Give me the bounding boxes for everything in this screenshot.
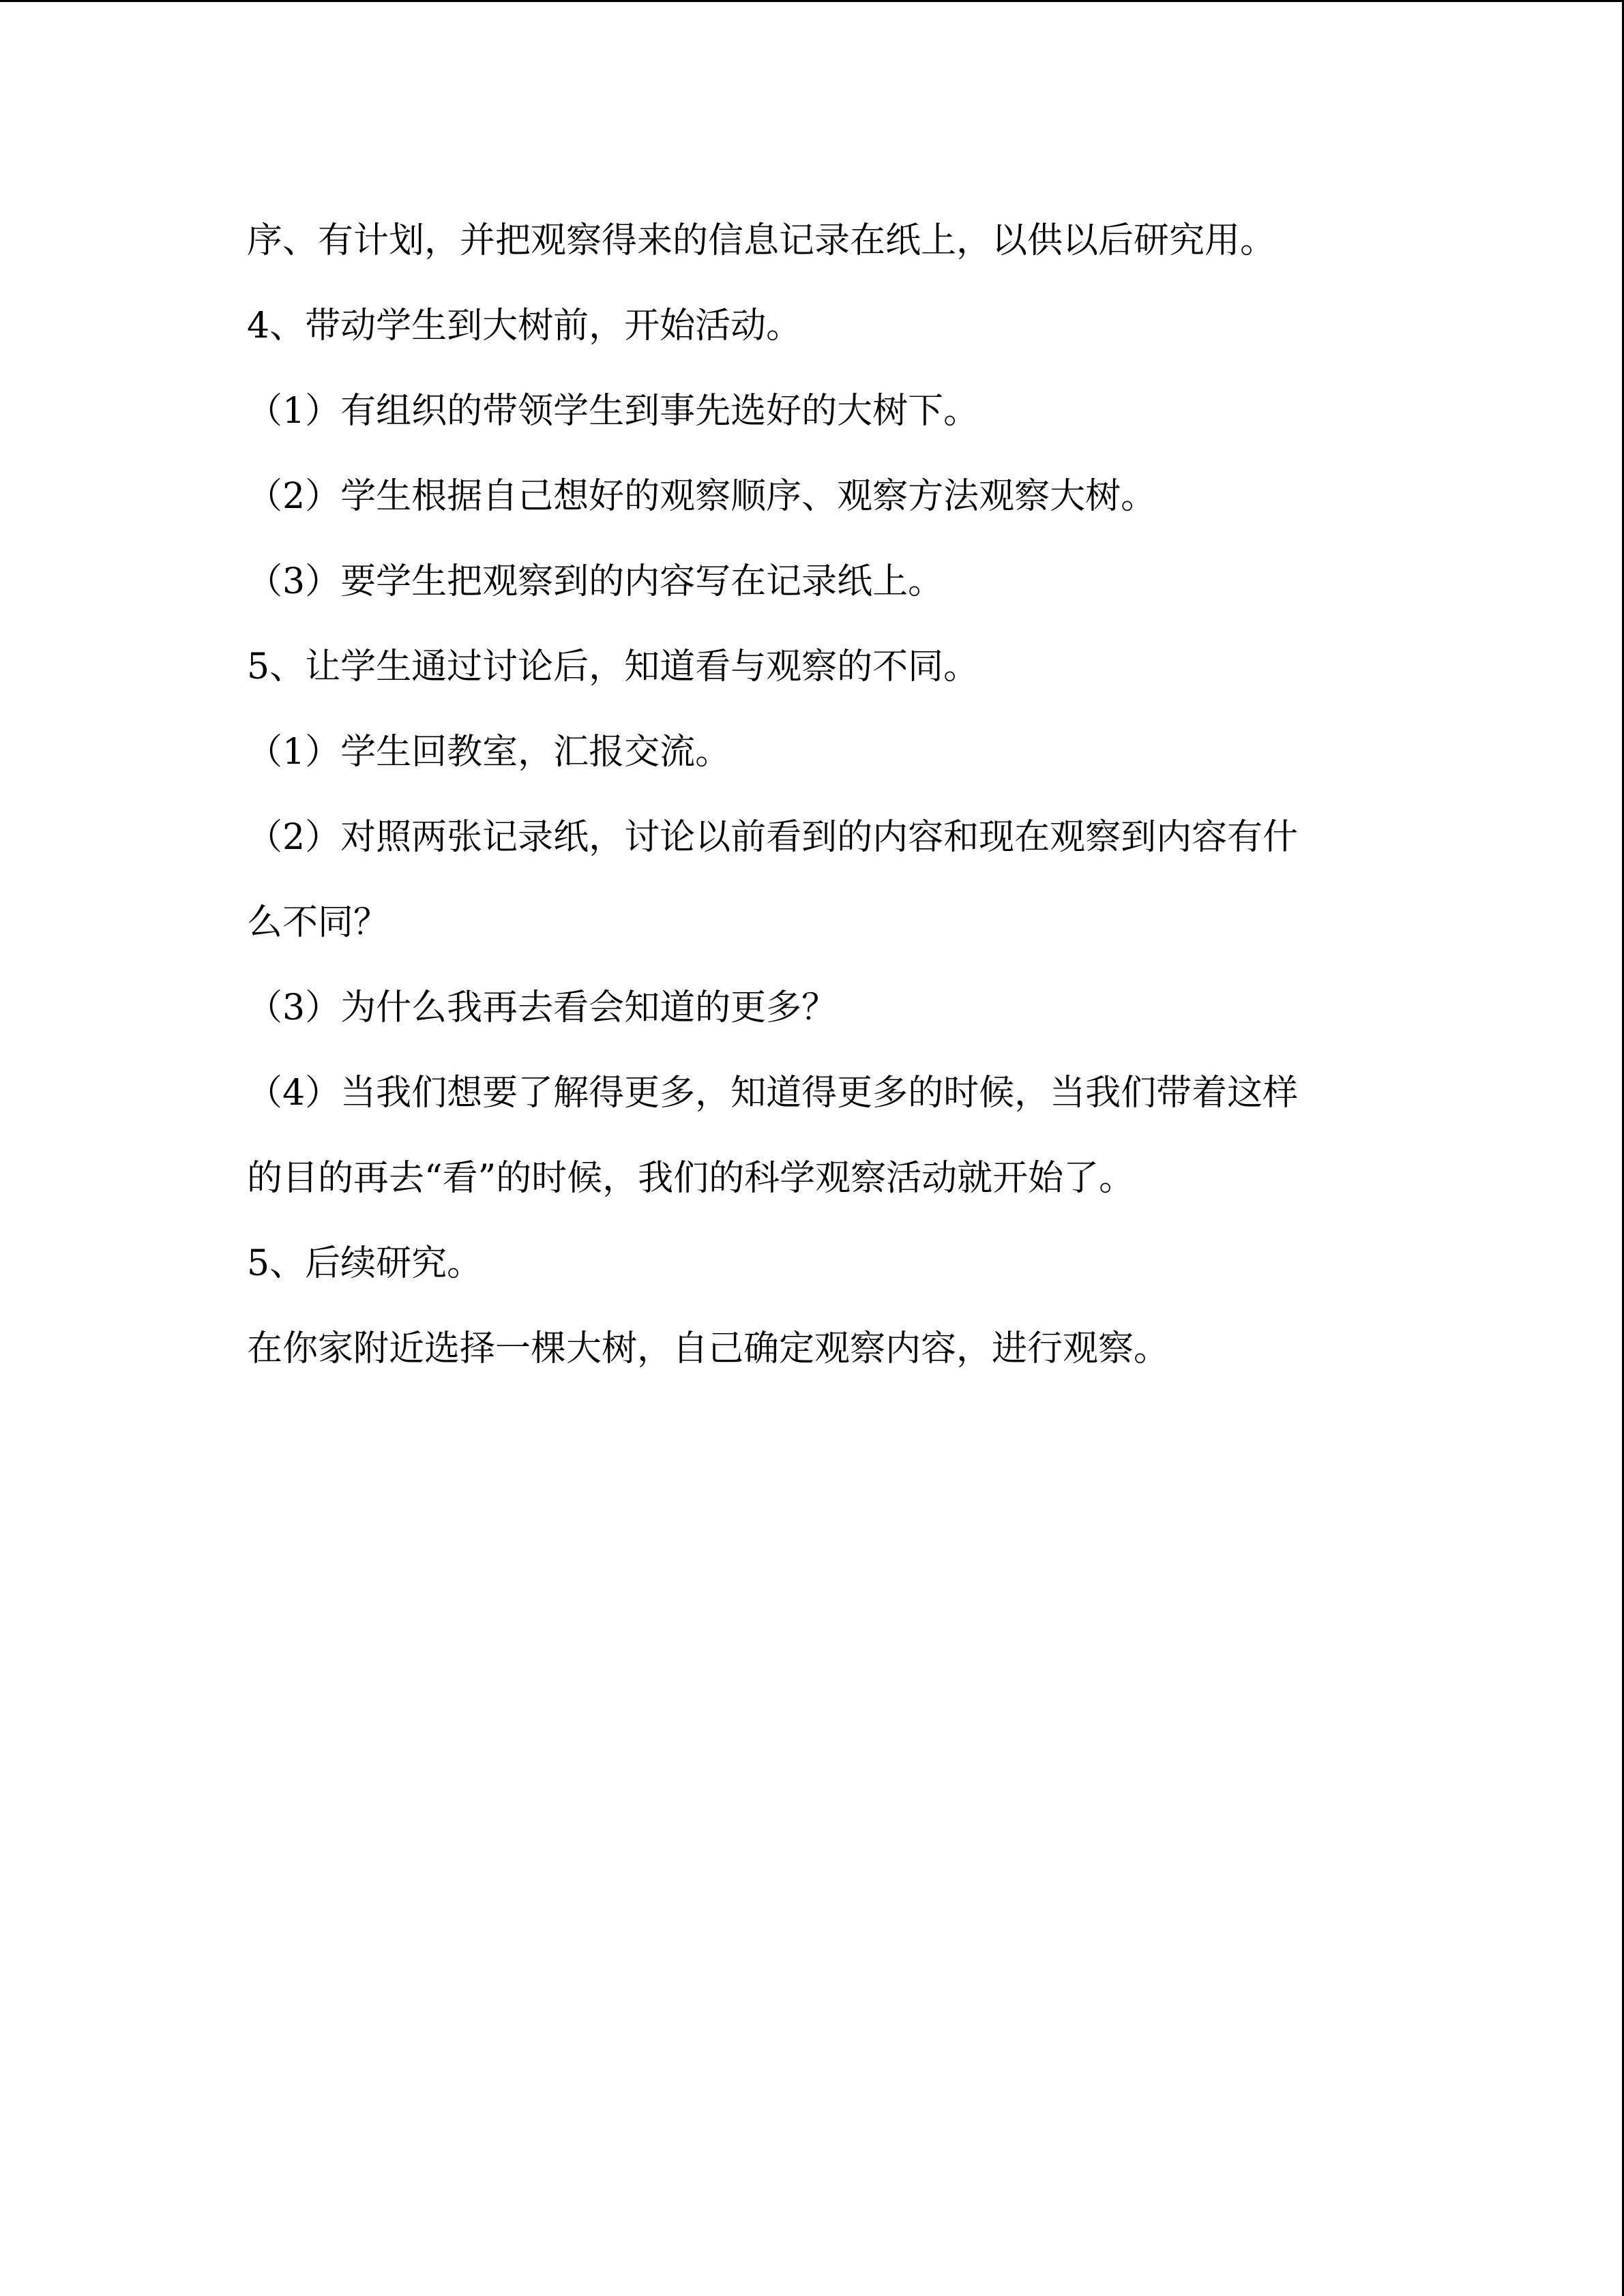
sub-step: （4）当我们想要了解得更多，知道得更多的时候，当我们带着这样: [247, 1073, 1299, 1114]
text-line: 在你家附近选择一棵大树，自己确定观察内容，进行观察。: [247, 1328, 1170, 1369]
sub-step: （1）学生回教室，汇报交流。: [247, 732, 731, 773]
text-line: 的目的再去“看”的时候，我们的科学观察活动就开始了。: [247, 1158, 1135, 1199]
sub-step: （1）有组织的带领学生到事先选好的大树下。: [247, 391, 979, 432]
text-line: 序、有计划，并把观察得来的信息记录在纸上，以供以后研究用。: [247, 220, 1276, 261]
step-heading: 5、让学生通过讨论后，知道看与观察的不同。: [247, 646, 979, 687]
step-heading: 4、带动学生到大树前，开始活动。: [247, 305, 802, 346]
sub-step: （3）为什么我再去看会知道的更多？: [247, 987, 838, 1028]
sub-step: （2）对照两张记录纸，讨论以前看到的内容和现在观察到内容有什: [247, 817, 1299, 858]
sub-step: （3）要学生把观察到的内容写在记录纸上。: [247, 561, 944, 602]
text-line: 么不同？: [247, 902, 389, 943]
step-heading: 5、后续研究。: [247, 1243, 483, 1284]
document-body: [247, 198, 1379, 1392]
sub-step: （2）学生根据自己想好的观察顺序、观察方法观察大树。: [247, 476, 1157, 517]
